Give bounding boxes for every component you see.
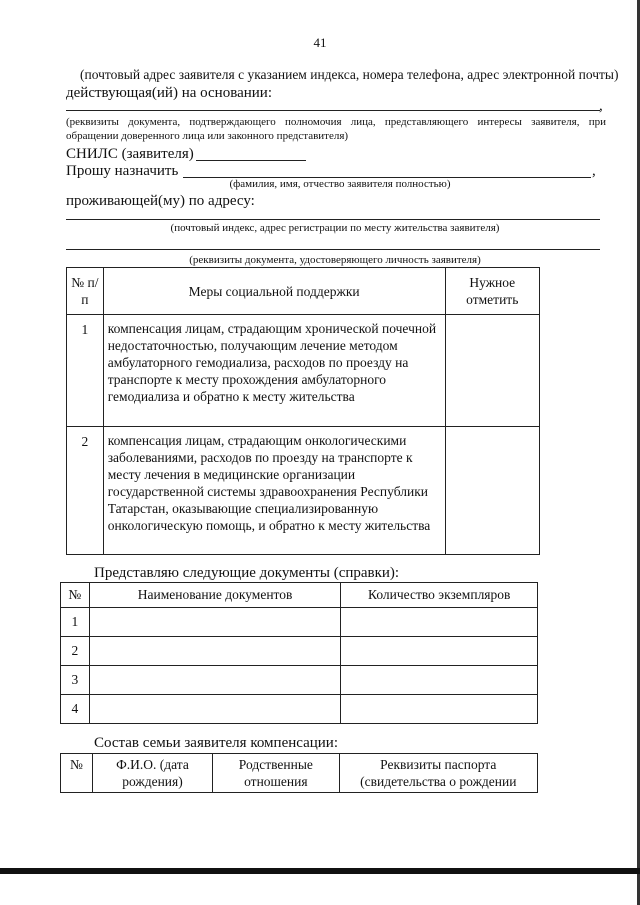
comma: , bbox=[599, 98, 603, 114]
row-number: 4 bbox=[61, 695, 90, 724]
copies-cell[interactable] bbox=[341, 637, 538, 666]
snils-fill-line[interactable] bbox=[196, 160, 306, 161]
col-header-copies: Количество экземпляров bbox=[341, 583, 538, 608]
col-header-full-name: Ф.И.О. (дата рождения) bbox=[92, 754, 212, 793]
row-number: 3 bbox=[61, 666, 90, 695]
copies-cell[interactable] bbox=[341, 695, 538, 724]
row-number: 1 bbox=[61, 608, 90, 637]
col-header-mark: Нужное отметить bbox=[445, 268, 539, 315]
table-row bbox=[61, 608, 538, 637]
documents-table bbox=[60, 582, 538, 724]
col-header-number: № п/п bbox=[67, 268, 104, 315]
document-name-cell[interactable] bbox=[89, 608, 341, 637]
measure-text: компенсация лицам, страдающим онкологическими заболеваниями, расходов по проезду на транспорте к месту лечения в медицинские организации государственной системы здравоохранения Республики Татарстан, оказывающие специализированную онкологическую помощь, и обратно к месту жительства bbox=[103, 427, 445, 555]
assign-label: Прошу назначить bbox=[66, 163, 179, 179]
document-name-cell[interactable] bbox=[89, 666, 341, 695]
comma: , bbox=[592, 163, 596, 179]
page-number: 41 bbox=[313, 35, 327, 50]
col-header-number: № bbox=[61, 583, 90, 608]
table-row bbox=[67, 315, 540, 427]
document-name-cell[interactable] bbox=[89, 695, 341, 724]
table-row bbox=[67, 427, 540, 555]
basis-fill-line[interactable] bbox=[66, 110, 600, 111]
row-number: 1 bbox=[67, 315, 104, 427]
name-caption: (фамилия, имя, отчество заявителя полностью) bbox=[229, 178, 451, 190]
col-header-relationship: Родственные отношения bbox=[213, 754, 339, 793]
residing-label: проживающей(му) по адресу: bbox=[66, 193, 255, 209]
col-header-passport: Реквизиты паспорта (свидетельства о рождении bbox=[339, 754, 537, 793]
document-name-cell[interactable] bbox=[89, 637, 341, 666]
address-fill-line[interactable] bbox=[66, 219, 600, 220]
id-fill-line[interactable] bbox=[66, 249, 600, 250]
copies-cell[interactable] bbox=[341, 666, 538, 695]
social-support-table bbox=[66, 267, 540, 555]
col-header-document-name: Наименование документов bbox=[89, 583, 341, 608]
mark-cell[interactable] bbox=[445, 427, 539, 555]
acting-basis-label: действующая(ий) на основании: bbox=[66, 85, 272, 101]
table-row bbox=[61, 666, 538, 695]
address-caption: (почтовый индекс, адрес регистрации по месту жительства заявителя) bbox=[170, 222, 500, 234]
basis-caption: (реквизиты документа, подтверждающего полномочия лица, представляющего интересы заявителя, при обращении доверенного лица или законного представителя) bbox=[66, 116, 606, 142]
documents-intro: Представляю следующие документы (справки): bbox=[94, 565, 400, 581]
id-caption: (реквизиты документа, удостоверяющего личность заявителя) bbox=[189, 254, 481, 266]
header-caption: (почтовый адрес заявителя с указанием индекса, номера телефона, адрес электронной почты) bbox=[80, 67, 619, 82]
col-header-number: № bbox=[61, 754, 93, 793]
row-number: 2 bbox=[61, 637, 90, 666]
col-header-measures: Меры социальной поддержки bbox=[103, 268, 445, 315]
measure-text: компенсация лицам, страдающим хронической почечной недостаточностью, получающим лечение методом амбулаторного гемодиализа, расходов по проезду на транспорте к месту прохождения амбулаторного гемодиализа и обратно к месту жительства bbox=[103, 315, 445, 427]
family-intro: Состав семьи заявителя компенсации: bbox=[94, 735, 339, 751]
mark-cell[interactable] bbox=[445, 315, 539, 427]
table-row bbox=[61, 637, 538, 666]
row-number: 2 bbox=[67, 427, 104, 555]
scan-edge-bottom bbox=[0, 868, 640, 874]
table-row bbox=[61, 695, 538, 724]
family-table bbox=[60, 753, 538, 793]
snils-label: СНИЛС (заявителя) bbox=[66, 146, 194, 162]
copies-cell[interactable] bbox=[341, 608, 538, 637]
